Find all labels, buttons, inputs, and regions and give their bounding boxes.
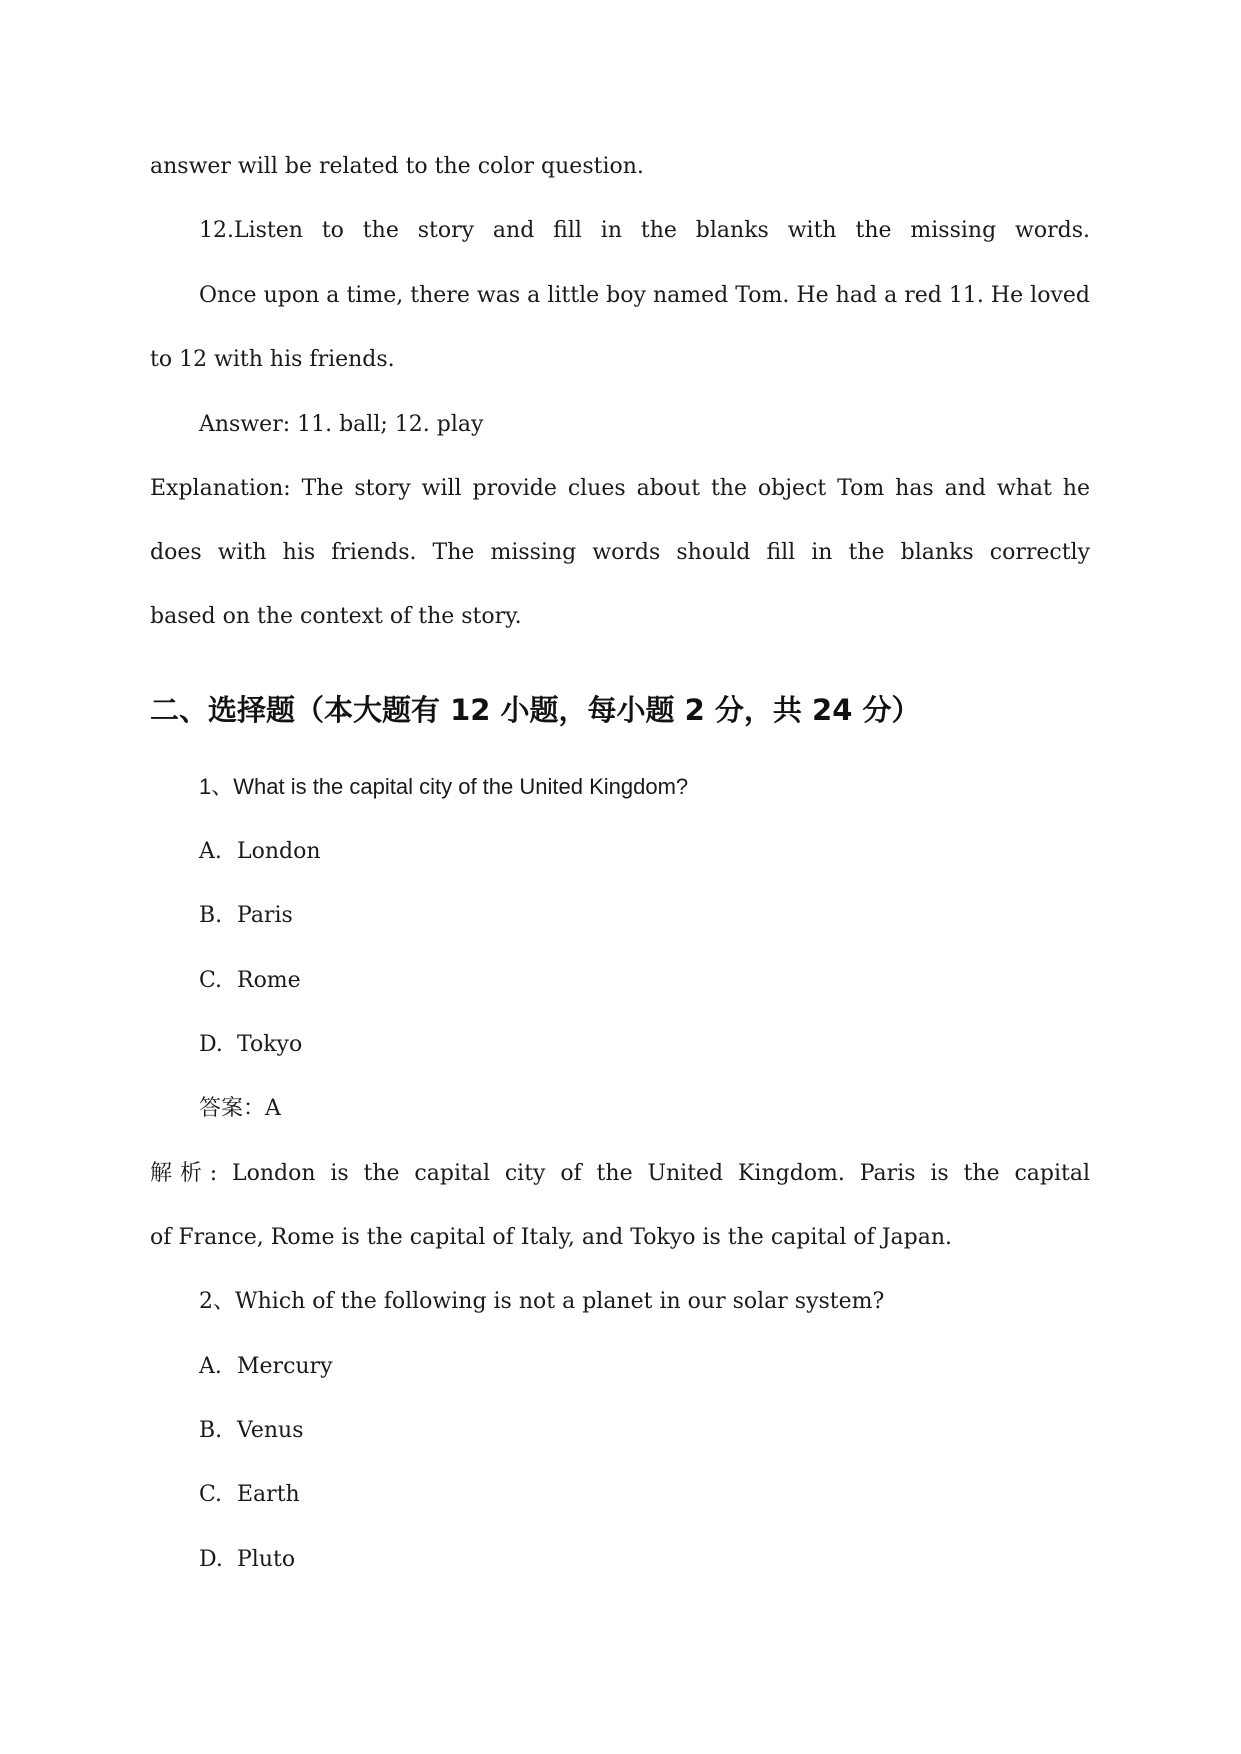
question-1-option-c — [199, 966, 1090, 996]
question-1-option-b — [199, 901, 1090, 931]
story-line-2: to 12 with his friends. — [150, 347, 395, 372]
question-12-answer: Answer: 11. ball; 12. play — [199, 412, 484, 437]
option-letter: C. — [199, 968, 223, 993]
option-text: Venus — [237, 1418, 304, 1443]
question-2-option-a — [199, 1352, 1090, 1382]
explanation-line-1: Explanation: The story will provide clues about the object Tom has and what he — [150, 476, 1090, 501]
explanation-line-2: does with his friends. The missing words should fill in the blanks correctly — [150, 540, 1090, 565]
question-1-stem: 1、What is the capital city of the United Kingdom? — [199, 774, 689, 799]
option-letter: A. — [199, 1354, 222, 1379]
section-heading: 二、选择题（本大题有 12 小题，每小题 2 分，共 24 分） — [150, 693, 921, 727]
question-1-answer: 答案：A — [199, 1096, 281, 1121]
option-text: Tokyo — [237, 1032, 303, 1057]
question-1-option-d — [199, 1030, 1090, 1060]
option-letter: D. — [199, 1547, 223, 1572]
option-letter: D. — [199, 1032, 223, 1057]
option-letter: C. — [199, 1482, 223, 1507]
option-letter: B. — [199, 1418, 223, 1443]
explanation-line-3: based on the context of the story. — [150, 604, 522, 629]
question-2-stem: 2、Which of the following is not a planet in our solar system? — [199, 1289, 885, 1314]
analysis-line-2: of France, Rome is the capital of Italy, and Tokyo is the capital of Japan. — [150, 1225, 953, 1250]
option-text: Paris — [237, 903, 293, 928]
option-text: London — [237, 839, 321, 864]
explanation-tail: answer will be related to the color question. — [150, 154, 644, 179]
question-2-option-c — [199, 1480, 1090, 1510]
option-text: Pluto — [237, 1547, 296, 1572]
question-2-option-b — [199, 1416, 1090, 1446]
question-12-prompt: 12.Listen to the story and fill in the blanks with the missing words. — [199, 218, 1090, 243]
option-text: Mercury — [237, 1354, 333, 1379]
analysis-line-1: 解析: London is the capital city of the United Kingdom. Paris is the capital — [150, 1161, 1090, 1186]
option-text: Earth — [237, 1482, 300, 1507]
option-text: Rome — [237, 968, 301, 993]
option-letter: B. — [199, 903, 223, 928]
option-letter: A. — [199, 839, 222, 864]
question-2-option-d — [199, 1545, 1090, 1575]
story-line-1: Once upon a time, there was a little boy named Tom. He had a red 11. He loved — [199, 283, 1090, 308]
question-1-option-a — [199, 837, 1090, 867]
